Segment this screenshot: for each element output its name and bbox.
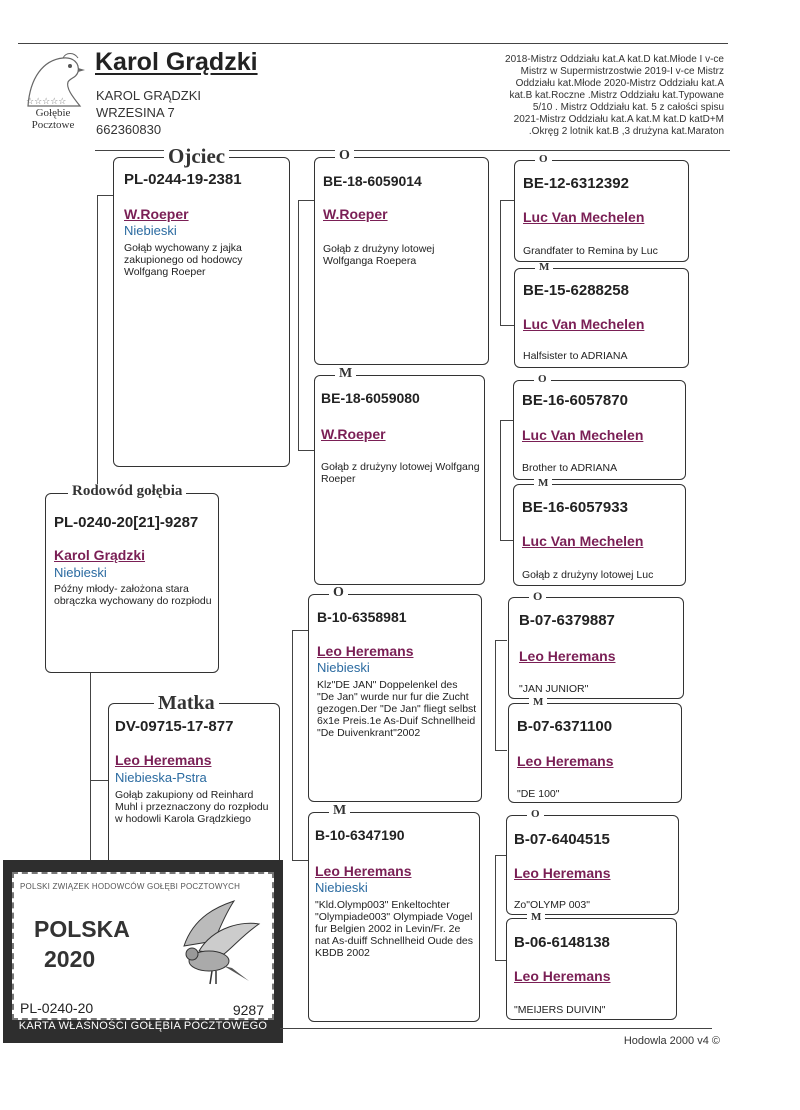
svg-text:☆☆☆☆☆: ☆☆☆☆☆ xyxy=(26,97,67,107)
ggp-ring: B-06-6148138 xyxy=(514,934,610,951)
ggp-box xyxy=(514,153,689,262)
mm-color: Niebieski xyxy=(315,880,368,895)
mother-note: Gołąb zakupiony od Reinhard Muhl i przeznaczony do rozpłodu w hodowli Karola Grądzkiego xyxy=(115,789,269,825)
card-country: POLSKA xyxy=(34,916,130,942)
ggp-breeder: Leo Heremans xyxy=(514,968,611,984)
connector-ggp0-stub xyxy=(500,200,514,201)
flying-pigeon-icon xyxy=(164,896,264,996)
mf-note: Klz"DE JAN" Doppelenkel des "De Jan" wurde nur fur die Zucht gezogen.Der "De Jan" fliegt selbst 6x1e Preis.1e As-Duif Schnellheid "De Duivenkrant"2002 xyxy=(317,679,477,739)
mm-label: M xyxy=(329,804,350,818)
mm-ring: B-10-6347190 xyxy=(315,827,405,843)
mf-color: Niebieski xyxy=(317,660,370,675)
achievement-line: 5/10 . Mistrz Oddziału kat. 5 z całości spisu xyxy=(532,102,724,113)
ff-note: Gołąb z drużyny lotowej Wolfganga Roepera xyxy=(323,243,435,267)
ggp-box xyxy=(506,808,679,915)
connector-mm-stub xyxy=(292,860,308,861)
fm-box xyxy=(314,366,485,585)
footer-rule xyxy=(280,1028,712,1029)
ggp-ring: BE-16-6057870 xyxy=(522,392,628,409)
achievement-line: Mistrz w Supermistrzostwie 2019-I v-ce Mistrz xyxy=(520,66,724,77)
pigeon-head-icon xyxy=(18,48,88,108)
father-box xyxy=(113,144,290,467)
father-color: Niebieski xyxy=(124,223,177,238)
card-header: POLSKI ZWIĄZEK HODOWCÓW GOŁĘBI POCZTOWYCH xyxy=(20,882,241,891)
subject-label: Rodowód gołębia xyxy=(68,484,186,499)
mf-ring: B-10-6358981 xyxy=(317,609,407,625)
ggp-ring: BE-16-6057933 xyxy=(522,499,628,516)
ggp-label: M xyxy=(527,912,545,923)
connector-mf-stub xyxy=(292,630,308,631)
ggp-note: "MEIJERS DUIVIN" xyxy=(514,1004,606,1016)
ggp-breeder: Luc Van Mechelen xyxy=(522,427,644,443)
ff-breeder: W.Roeper xyxy=(323,206,388,222)
achievement-line: .Okręg 2 lotnik kat.B ,3 drużyna kat.Maraton xyxy=(528,126,724,137)
connector-father-stub xyxy=(97,195,113,196)
fm-label: M xyxy=(335,367,356,381)
owner-name: KAROL GRĄDZKI xyxy=(96,88,201,103)
owner-phone: 662360830 xyxy=(96,122,162,137)
subject-box xyxy=(45,483,219,673)
achievement-line: 2018-Mistrz Oddziału kat.A kat.D kat.Młode I v-ce xyxy=(505,54,724,65)
ggp-ring: B-07-6371100 xyxy=(517,718,613,735)
ggp-breeder: Luc Van Mechelen xyxy=(522,533,644,549)
ggp-ring: B-07-6404515 xyxy=(514,831,610,848)
mf-label: O xyxy=(329,586,348,600)
ggp-ring: BE-15-6288258 xyxy=(523,282,629,299)
ggp-box xyxy=(508,696,682,803)
ggp-breeder: Leo Heremans xyxy=(514,865,611,881)
ggp-box xyxy=(513,477,686,586)
father-label: Ojciec xyxy=(164,146,229,167)
ggp-label: O xyxy=(535,154,552,165)
mf-breeder: Leo Heremans xyxy=(317,643,414,659)
connector-ggp4-stub xyxy=(495,640,507,641)
ownership-card-inner xyxy=(12,872,274,1020)
ggp-note: "JAN JUNIOR" xyxy=(519,683,589,695)
ggp-note: Gołąb z drużyny lotowej Luc xyxy=(522,569,654,581)
ggp-ring: BE-12-6312392 xyxy=(523,175,629,192)
connector-ggp1-stub xyxy=(500,325,514,326)
ggp-breeder: Luc Van Mechelen xyxy=(523,209,645,225)
connector-ggp3-stub xyxy=(500,540,514,541)
connector-mf-parents xyxy=(495,640,496,750)
achievement-line: kat.B kat.Roczne .Mistrz Oddziału kat.Typowane xyxy=(509,90,724,101)
fm-breeder: W.Roeper xyxy=(321,426,386,442)
logo-caption xyxy=(18,107,88,131)
ggp-breeder: Luc Van Mechelen xyxy=(523,316,645,332)
mother-color: Niebieska-Pstra xyxy=(115,770,207,785)
connector-ff-stub xyxy=(298,200,314,201)
connector-subject-father xyxy=(97,195,98,495)
ggp-note: Brother to ADRIANA xyxy=(522,462,618,474)
ggp-note: Zo"OLYMP 003" xyxy=(514,899,590,911)
ggp-label: O xyxy=(534,374,551,385)
connector-mother-stub xyxy=(90,780,108,781)
mm-box xyxy=(308,803,480,1022)
achievement-line: 2021-Mistrz Oddziału kat.A kat.M kat.D katD+M xyxy=(513,114,724,125)
mother-box xyxy=(108,692,280,873)
father-breeder: W.Roeper xyxy=(124,206,189,222)
ggp-box xyxy=(508,589,684,699)
connector-fm-stub xyxy=(298,450,314,451)
subject-breeder: Karol Grądzki xyxy=(54,547,146,563)
ggp-breeder: Leo Heremans xyxy=(519,648,616,664)
connector-father-parents xyxy=(298,200,299,450)
connector-fm-parents xyxy=(500,420,501,540)
mother-ring: DV-09715-17-877 xyxy=(115,718,234,735)
ggp-label: M xyxy=(535,262,553,273)
ggp-box xyxy=(514,261,689,368)
fm-ring: BE-18-6059080 xyxy=(321,390,420,406)
ggp-label: M xyxy=(529,697,547,708)
mm-breeder: Leo Heremans xyxy=(315,863,412,879)
ff-box xyxy=(314,148,489,365)
connector-mm-parents xyxy=(495,855,496,960)
ownership-card xyxy=(3,860,283,1043)
software-footer: Hodowla 2000 v4 © xyxy=(623,1035,720,1047)
father-ring: PL-0244-19-2381 xyxy=(124,171,242,188)
owner-address: WRZESINA 7 xyxy=(96,105,175,120)
ggp-note: Grandfater to Remina by Luc xyxy=(523,245,658,257)
ggp-label: M xyxy=(534,478,552,489)
connector-mother-parents xyxy=(292,630,293,860)
fm-note: Gołąb z drużyny lotowej Wolfgang Roeper xyxy=(321,461,480,485)
mother-breeder: Leo Heremans xyxy=(115,752,212,768)
ggp-ring: B-07-6379887 xyxy=(519,612,615,629)
ggp-label: O xyxy=(527,809,544,820)
subject-note: Późny młody- założona stara obrączka wychowany do rozpłodu xyxy=(54,583,212,607)
ggp-note: "DE 100" xyxy=(517,788,560,800)
subject-color: Niebieski xyxy=(54,565,107,580)
connector-ff-parents xyxy=(500,200,501,325)
ggp-box xyxy=(513,373,686,480)
connector-ggp2-stub xyxy=(500,420,514,421)
subject-ring: PL-0240-20[21]-9287 xyxy=(54,514,199,531)
logo-text-line-1: Gołębie xyxy=(35,107,71,119)
ff-label: O xyxy=(335,149,354,163)
card-number: 9287 xyxy=(232,1002,264,1018)
ggp-label: O xyxy=(529,590,546,602)
connector-subject-mother xyxy=(90,672,91,860)
logo-text-line-2: Pocztowe xyxy=(31,119,75,131)
connector-ggp5-stub xyxy=(495,750,507,751)
achievement-line: Oddziału kat.Młode 2020-Mistrz Oddziału kat.A xyxy=(515,78,724,89)
card-year: 2020 xyxy=(44,946,96,972)
achievements-list xyxy=(452,54,724,138)
mf-box xyxy=(308,585,482,802)
card-footer: KARTA WŁASNOŚCI GOŁĘBIA POCZTOWEGO xyxy=(18,1020,268,1032)
mm-note: "Kld.Olymp003" Enkeltochter "Olympiade003" Olympiade Vogel fur Belgien 2002 in Levin/Fr. 2e nat As-duiff Schnellheid Oude des KBDB 2002 xyxy=(315,899,473,959)
ggp-breeder: Leo Heremans xyxy=(517,753,614,769)
ff-ring: BE-18-6059014 xyxy=(323,173,422,189)
ggp-box xyxy=(506,911,677,1020)
father-note: Gołąb wychowany z jajka zakupionego od hodowcy Wolfgang Roeper xyxy=(124,242,243,278)
card-ring: PL-0240-20 xyxy=(20,1000,94,1016)
mother-label: Matka xyxy=(154,693,219,713)
owner-title: Karol Grądzki xyxy=(95,48,258,76)
ggp-note: Halfsister to ADRIANA xyxy=(523,350,628,362)
header-top-rule xyxy=(18,43,728,44)
